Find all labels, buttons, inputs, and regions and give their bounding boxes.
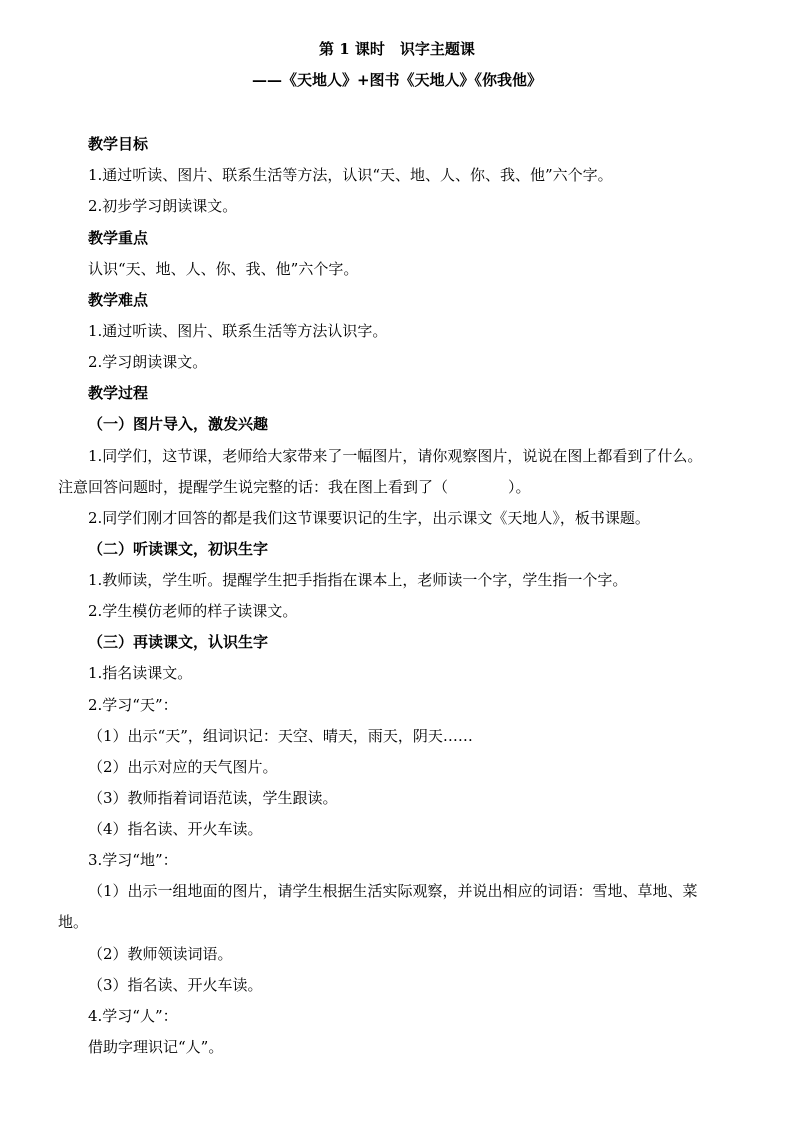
part1-paragraph: 2.同学们刚才回答的都是我们这节课要识记的生字，出示课文《天地人》，板书课题。 (88, 509, 650, 527)
tian-item: （3）教师指着词语范读，学生跟读。 (88, 789, 338, 807)
difficulty-item: 2.学习朗读课文。 (88, 353, 208, 371)
tian-item: （1）出示“天”，组词识记：天空、晴天，雨天，阴天…… (88, 727, 473, 745)
part2-heading: （二）听读课文，初识生字 (88, 540, 269, 558)
di-item: （2）教师领读词语。 (88, 945, 233, 963)
tian-item: （2）出示对应的天气图片。 (88, 758, 278, 776)
key-points-heading: 教学重点 (88, 229, 149, 247)
part1-paragraph-cont: 注意回答问题时，提醒学生说完整的话：我在图上看到了（ ）。 (58, 478, 531, 496)
part3-paragraph: 3.学习“地”： (88, 851, 178, 869)
lesson-subtitle: ——《天地人》+图书《天地人》《你我他》 (251, 71, 543, 89)
objective-item: 2.初步学习朗读课文。 (88, 197, 238, 215)
objectives-heading: 教学目标 (88, 135, 149, 153)
part3-paragraph: 4.学习“人”： (88, 1007, 178, 1025)
part1-paragraph: 1.同学们，这节课，老师给大家带来了一幅图片，请你观察图片，说说在图上都看到了什么。 (88, 447, 703, 465)
part3-paragraph: 1.指名读课文。 (88, 664, 193, 682)
di-item-cont: 地。 (58, 913, 89, 931)
part3-paragraph: 2.学习“天”： (88, 696, 178, 714)
tian-item: （4）指名读、开火车读。 (88, 820, 263, 838)
di-item: （3）指名读、开火车读。 (88, 976, 263, 994)
part2-paragraph: 1.教师读，学生听。提醒学生把手指指在课本上，老师读一个字，学生指一个字。 (88, 571, 628, 589)
objective-item: 1.通过听读、图片、联系生活等方法，认识“天、地、人、你、我、他”六个字。 (88, 166, 613, 184)
difficulty-item: 1.通过听读、图片、联系生活等方法认识字。 (88, 322, 388, 340)
di-item: （1）出示一组地面的图片，请学生根据生活实际观察，并说出相应的词语：雪地、草地、菜 (88, 882, 698, 900)
lesson-title: 第 1 课时 识字主题课 (319, 40, 475, 58)
key-points-text: 认识“天、地、人、你、我、他”六个字。 (88, 260, 359, 278)
ren-text: 借助字理识记“人”。 (88, 1038, 224, 1056)
part1-heading: （一）图片导入，激发兴趣 (88, 415, 269, 433)
part2-paragraph: 2.学生模仿老师的样子读课文。 (88, 602, 298, 620)
part3-heading: （三）再读课文，认识生字 (88, 633, 269, 651)
difficulties-heading: 教学难点 (88, 291, 149, 309)
process-heading: 教学过程 (88, 384, 149, 402)
